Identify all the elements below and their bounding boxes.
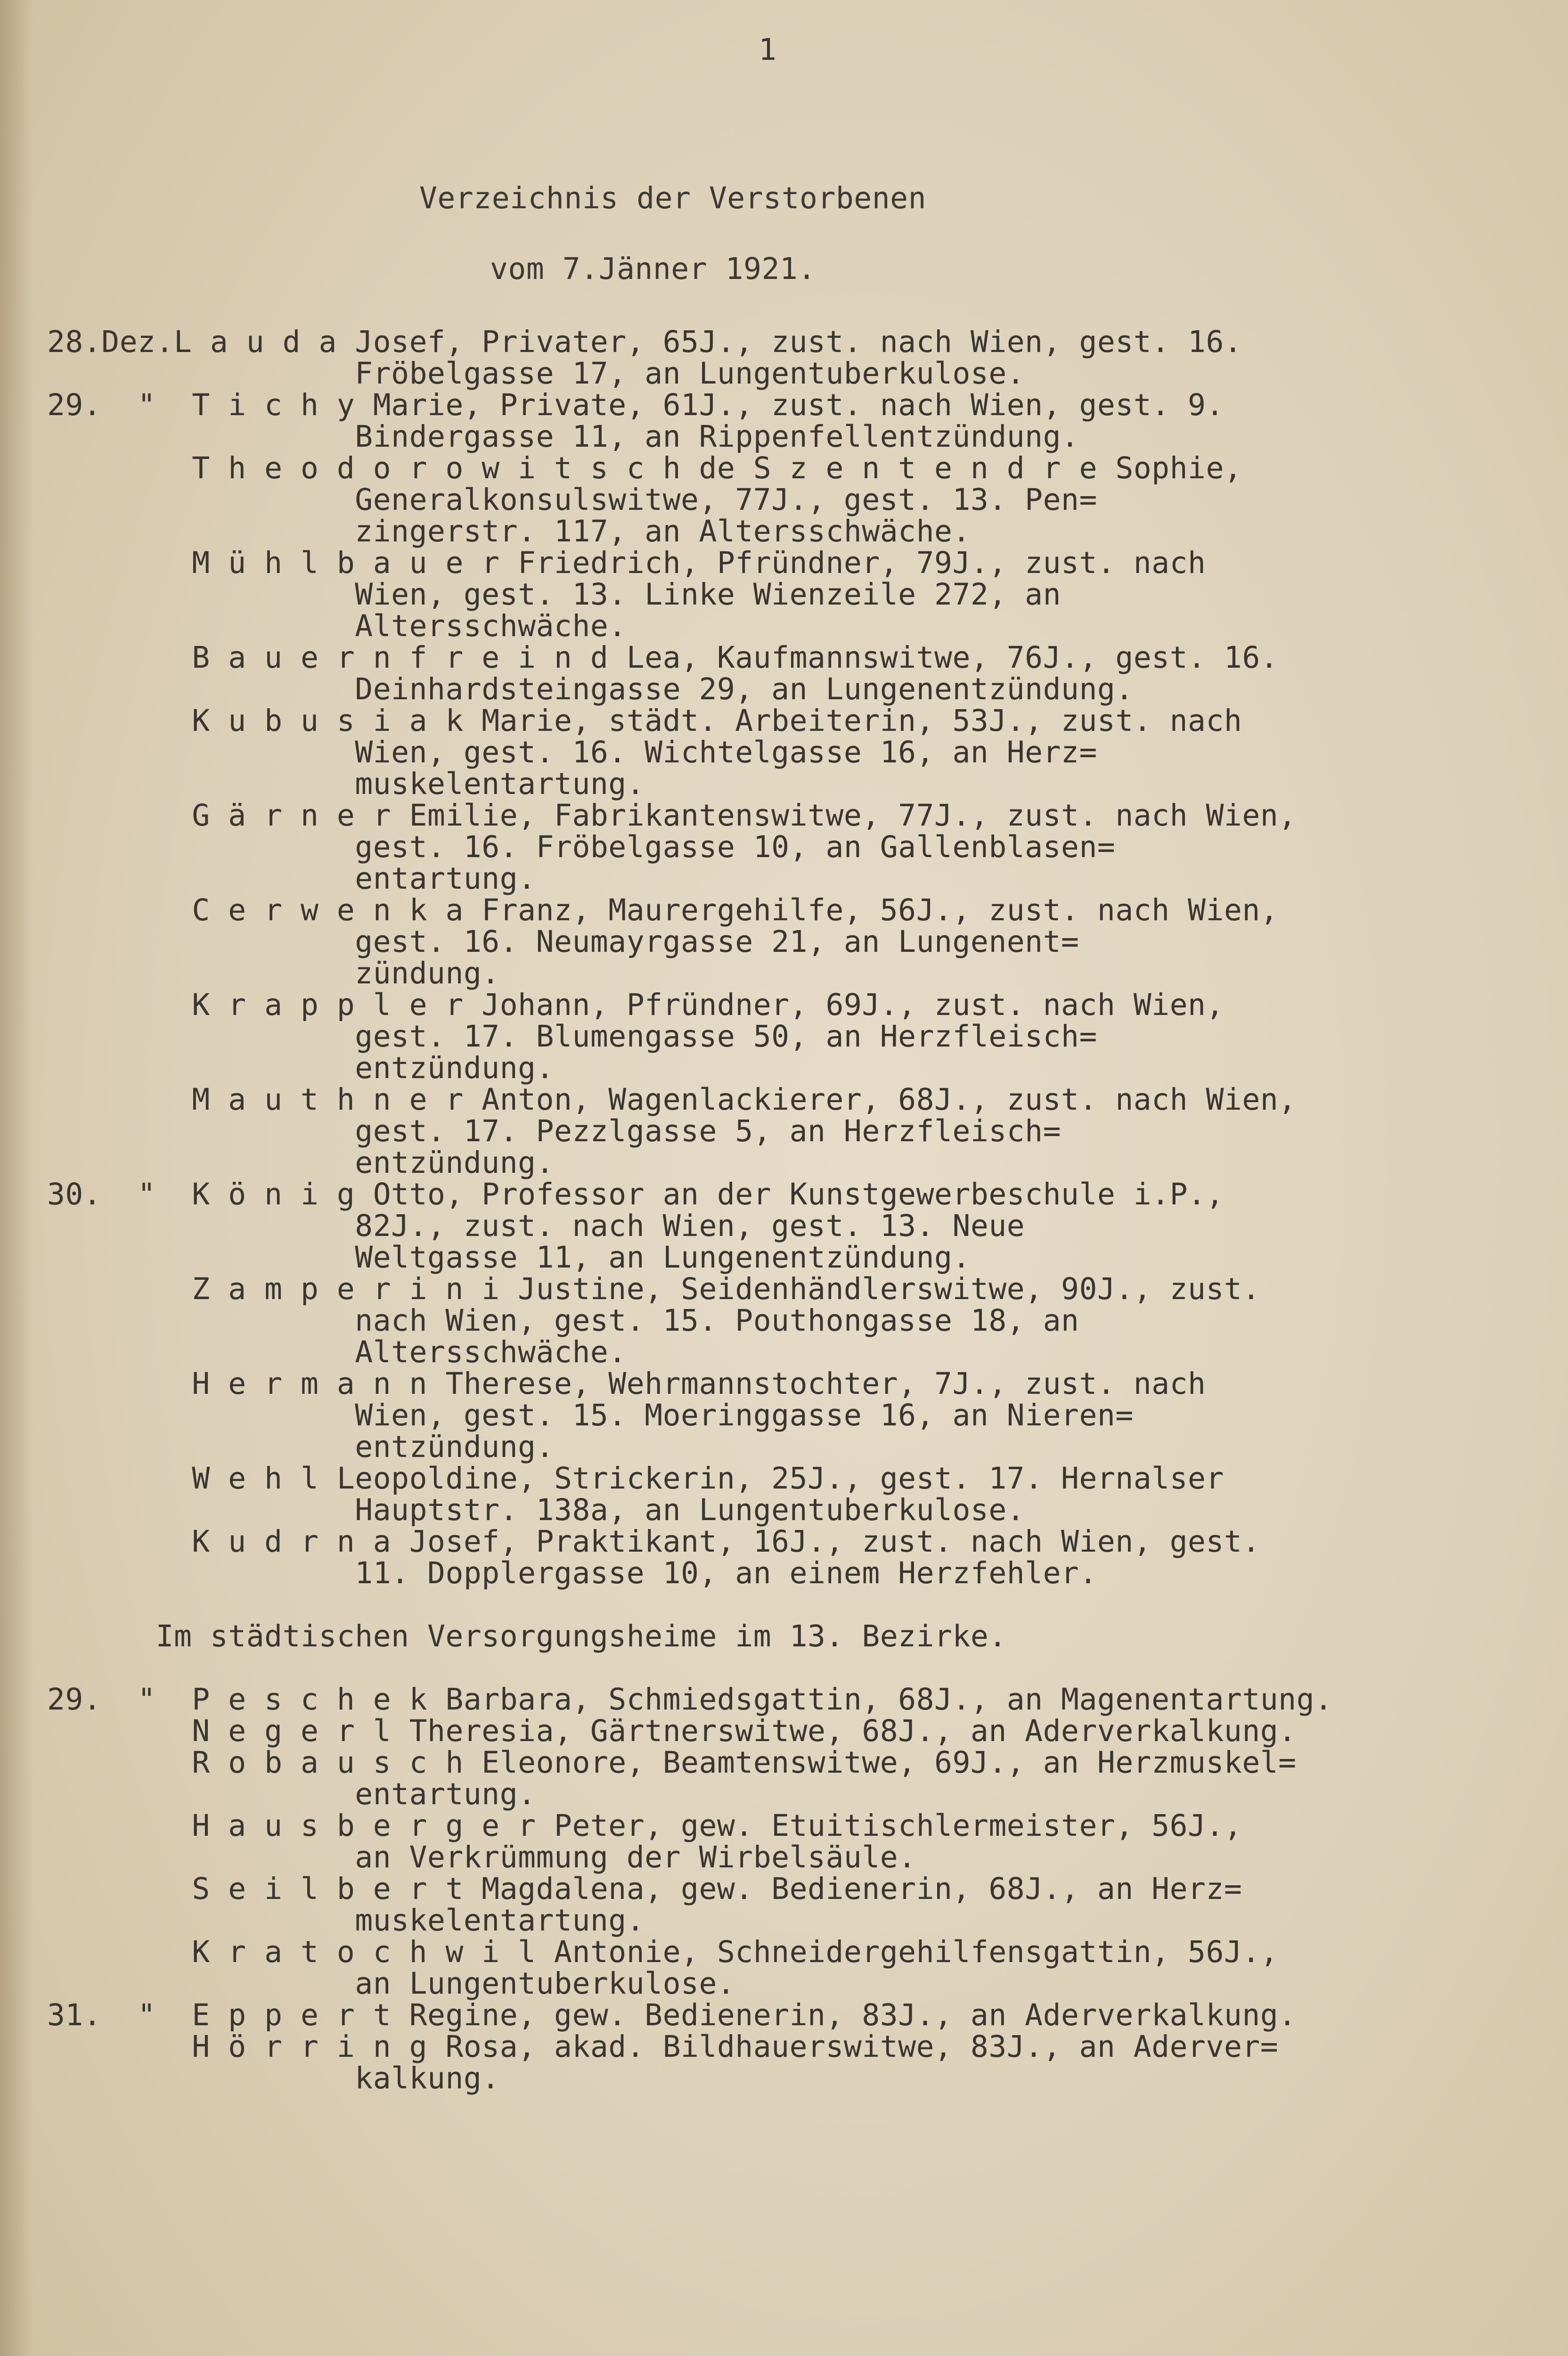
register-line: 28.Dez.L a u d a Josef, Privater, 65J., zust. nach Wien, gest. 16. (47, 325, 1242, 359)
register-line: entartung. (47, 861, 536, 896)
register-line: gest. 17. Blumengasse 50, an Herzfleisch= (47, 1019, 1097, 1054)
register-line: Wien, gest. 15. Moeringgasse 16, an Nieren= (47, 1398, 1134, 1432)
register-line: T h e o d o r o w i t s c h de S z e n t e n d r e Sophie, (47, 451, 1242, 485)
register-line: 29. " T i c h y Marie, Private, 61J., zust. nach Wien, gest. 9. (47, 388, 1224, 422)
register-line: Hauptstr. 138a, an Lungentuberkulose. (47, 1493, 1025, 1527)
register-line: gest. 16. Fröbelgasse 10, an Gallenblasen= (47, 830, 1116, 864)
register-line: H ö r r i n g Rosa, akad. Bildhauerswitwe, 83J., an Aderver= (47, 2029, 1279, 2064)
register-line: K r a p p l e r Johann, Pfründner, 69J., zust. nach Wien, (47, 988, 1224, 1022)
register-line: gest. 17. Pezzlgasse 5, an Herzfleisch= (47, 1114, 1062, 1148)
register-line: entzündung. (47, 1430, 555, 1464)
register-line: Altersschwäche. (47, 1335, 627, 1369)
register-line: entzündung. (47, 1051, 555, 1085)
register-line: zingerstr. 117, an Altersschwäche. (47, 514, 971, 548)
register-line: Wien, gest. 13. Linke Wienzeile 272, an (47, 577, 1062, 612)
register-line: Z a m p e r i n i Justine, Seidenhändlerswitwe, 90J., zust. (47, 1272, 1260, 1306)
register-line: K u d r n a Josef, Praktikant, 16J., zust. nach Wien, gest. (47, 1524, 1260, 1559)
register-line: 30. " K ö n i g Otto, Professor an der Kunstgewerbeschule i.P., (47, 1177, 1224, 1211)
register-line: Im städtischen Versorgungsheime im 13. Bezirke. (47, 1619, 1007, 1653)
register-line: H a u s b e r g e r Peter, gew. Etuitischlermeister, 56J., (47, 1808, 1242, 1843)
register-line: Fröbelgasse 17, an Lungentuberkulose. (47, 356, 1025, 391)
register-line: Deinhardsteingasse 29, an Lungenentzündung. (47, 672, 1134, 706)
register-line: nach Wien, gest. 15. Pouthongasse 18, an (47, 1303, 1079, 1338)
register-line: entartung. (47, 1777, 536, 1811)
register-line: an Verkrümmung der Wirbelsäule. (47, 1840, 916, 1874)
register-line: 82J., zust. nach Wien, gest. 13. Neue (47, 1209, 1025, 1243)
register-line: Weltgasse 11, an Lungenentzündung. (47, 1240, 971, 1275)
register-line: 11. Dopplergasse 10, an einem Herzfehler. (47, 1556, 1097, 1590)
register-line: 29. " P e s c h e k Barbara, Schmiedsgattin, 68J., an Magenentartung. (47, 1682, 1333, 1717)
document-title: Verzeichnis der Verstorbenen (419, 181, 927, 215)
register-line: N e g e r l Theresia, Gärtnerswitwe, 68J., an Aderverkalkung. (47, 1714, 1297, 1748)
register-line: gest. 16. Neumayrgasse 21, an Lungenent= (47, 924, 1079, 959)
register-line: Generalkonsulswitwe, 77J., gest. 13. Pen= (47, 483, 1097, 517)
register-line: Bindergasse 11, an Rippenfellentzündung. (47, 419, 1079, 454)
register-line: W e h l Leopoldine, Strickerin, 25J., gest. 17. Hernalser (47, 1461, 1224, 1496)
register-line: zündung. (47, 956, 500, 990)
register-line: K u b u s i a k Marie, städt. Arbeiterin, 53J., zust. nach (47, 704, 1242, 738)
register-line: Altersschwäche. (47, 609, 627, 643)
register-line: M ü h l b a u e r Friedrich, Pfründner, 79J., zust. nach (47, 546, 1206, 580)
register-line: M a u t h n e r Anton, Wagenlackierer, 68J., zust. nach Wien, (47, 1082, 1297, 1117)
document-subtitle: vom 7.Jänner 1921. (490, 252, 816, 286)
register-line: 31. " E p p e r t Regine, gew. Bedienerin, 83J., an Aderverkalkung. (47, 1998, 1297, 2032)
register-line: C e r w e n k a Franz, Maurergehilfe, 56J., zust. nach Wien, (47, 893, 1279, 927)
register-line: Wien, gest. 16. Wichtelgasse 16, an Herz= (47, 735, 1097, 769)
register-line: H e r m a n n Therese, Wehrmannstochter, 7J., zust. nach (47, 1366, 1206, 1401)
register-line: an Lungentuberkulose. (47, 1966, 735, 2001)
register-line: B a u e r n f r e i n d Lea, Kaufmannswitwe, 76J., gest. 16. (47, 640, 1279, 675)
register-line: entzündung. (47, 1145, 555, 1180)
register-line: muskelentartung. (47, 1903, 645, 1938)
register-line: muskelentartung. (47, 767, 645, 801)
register-line: S e i l b e r t Magdalena, gew. Bedienerin, 68J., an Herz= (47, 1872, 1242, 1906)
register-line: G ä r n e r Emilie, Fabrikantenswitwe, 77J., zust. nach Wien, (47, 798, 1297, 833)
register-line: K r a t o c h w i l Antonie, Schneidergehilfensgattin, 56J., (47, 1935, 1279, 1969)
register-line: kalkung. (47, 2061, 500, 2095)
register-line: R o b a u s c h Eleonore, Beamtenswitwe, 69J., an Herzmuskel= (47, 1745, 1297, 1780)
page-number: 1 (759, 33, 777, 67)
